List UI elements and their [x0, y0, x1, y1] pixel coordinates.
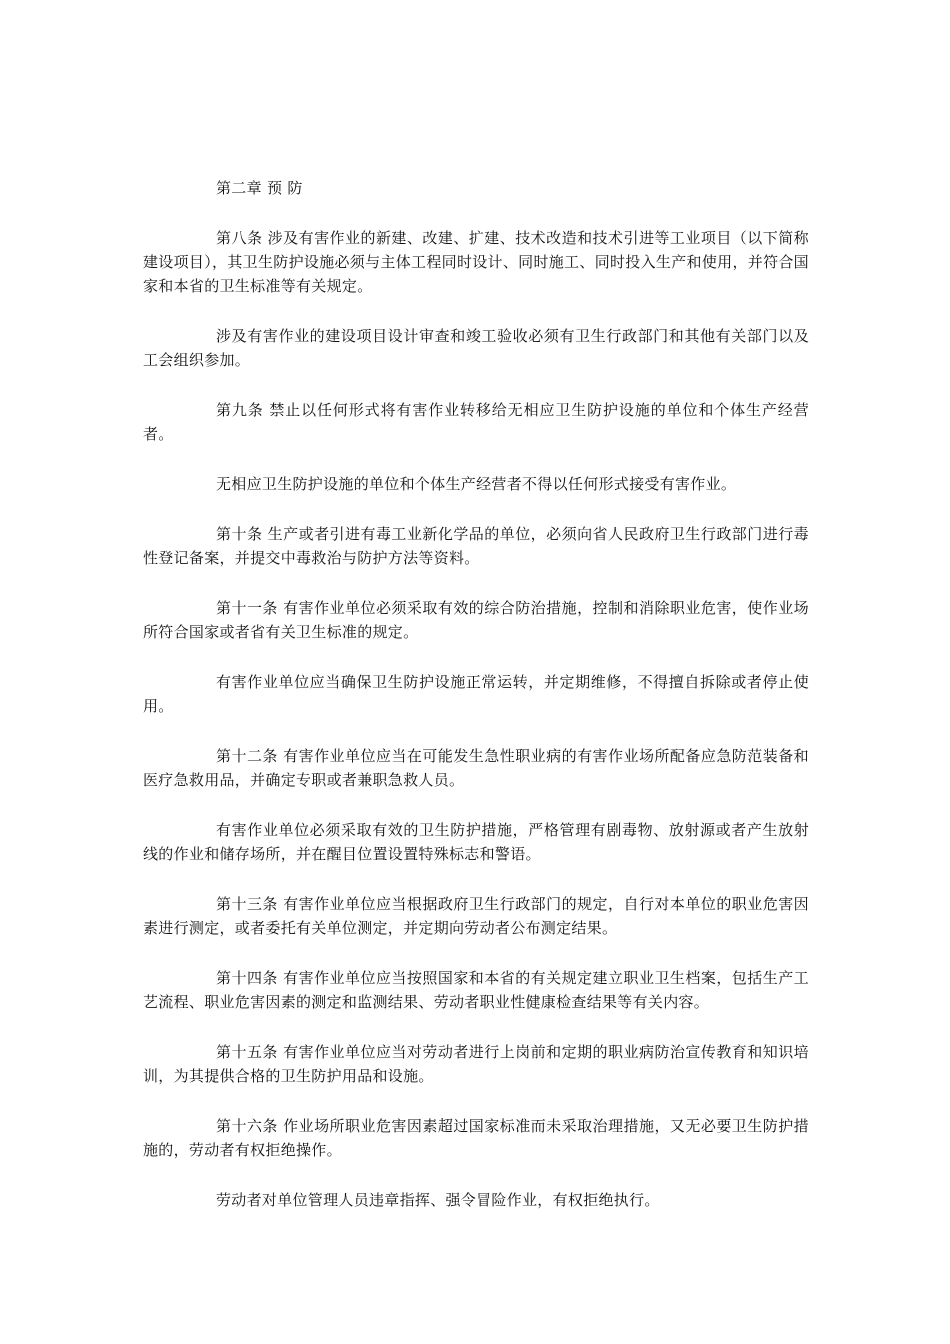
paragraph-article-11: 第十一条 有害作业单位必须采取有效的综合防治措施，控制和消除职业危害，使作业场所符合国家或者省有关卫生标准的规定。: [143, 599, 809, 641]
paragraph-article-8-clause-2: 涉及有害作业的建设项目设计审查和竣工验收必须有卫生行政部门和其他有关部门以及工会组织参加。: [143, 327, 809, 369]
paragraph-article-9-clause-2: 无相应卫生防护设施的单位和个体生产经营者不得以任何形式接受有害作业。: [216, 475, 737, 493]
paragraph-article-16-clause-2: 劳动者对单位管理人员违章指挥、强令冒险作业，有权拒绝执行。: [216, 1191, 660, 1209]
paragraph-article-8: 第八条 涉及有害作业的新建、改建、扩建、技术改造和技术引进等工业项目（以下简称建设项目），其卫生防护设施必须与主体工程同时设计、同时施工、同时投入生产和使用，并符合国家和本省的卫生标准等有关规定。: [143, 229, 809, 295]
paragraph-article-12: 第十二条 有害作业单位应当在可能发生急性职业病的有害作业场所配备应急防范装备和医疗急救用品，并确定专职或者兼职急救人员。: [143, 747, 809, 789]
paragraph-article-13: 第十三条 有害作业单位应当根据政府卫生行政部门的规定，自行对本单位的职业危害因素进行测定，或者委托有关单位测定，并定期向劳动者公布测定结果。: [143, 895, 809, 937]
paragraph-article-15: 第十五条 有害作业单位应当对劳动者进行上岗前和定期的职业病防治宣传教育和知识培训，为其提供合格的卫生防护用品和设施。: [143, 1043, 809, 1085]
paragraph-article-16: 第十六条 作业场所职业危害因素超过国家标准而未采取治理措施，又无必要卫生防护措施的，劳动者有权拒绝操作。: [143, 1117, 809, 1159]
paragraph-article-14: 第十四条 有害作业单位应当按照国家和本省的有关规定建立职业卫生档案，包括生产工艺流程、职业危害因素的测定和监测结果、劳动者职业性健康检查结果等有关内容。: [143, 969, 809, 1011]
paragraph-article-9: 第九条 禁止以任何形式将有害作业转移给无相应卫生防护设施的单位和个体生产经营者。: [143, 401, 809, 443]
paragraph-article-12-clause-2: 有害作业单位必须采取有效的卫生防护措施，严格管理有剧毒物、放射源或者产生放射线的作业和储存场所，并在醒目位置设置特殊标志和警语。: [143, 821, 809, 863]
document-body: [143, 176, 809, 1238]
chapter-heading: 第二章 预 防: [216, 179, 303, 197]
paragraph-article-11-clause-2: 有害作业单位应当确保卫生防护设施正常运转，并定期维修，不得擅自拆除或者停止使用。: [143, 673, 809, 715]
paragraph-article-10: 第十条 生产或者引进有毒工业新化学品的单位，必须向省人民政府卫生行政部门进行毒性登记备案，并提交中毒救治与防护方法等资料。: [143, 525, 809, 567]
